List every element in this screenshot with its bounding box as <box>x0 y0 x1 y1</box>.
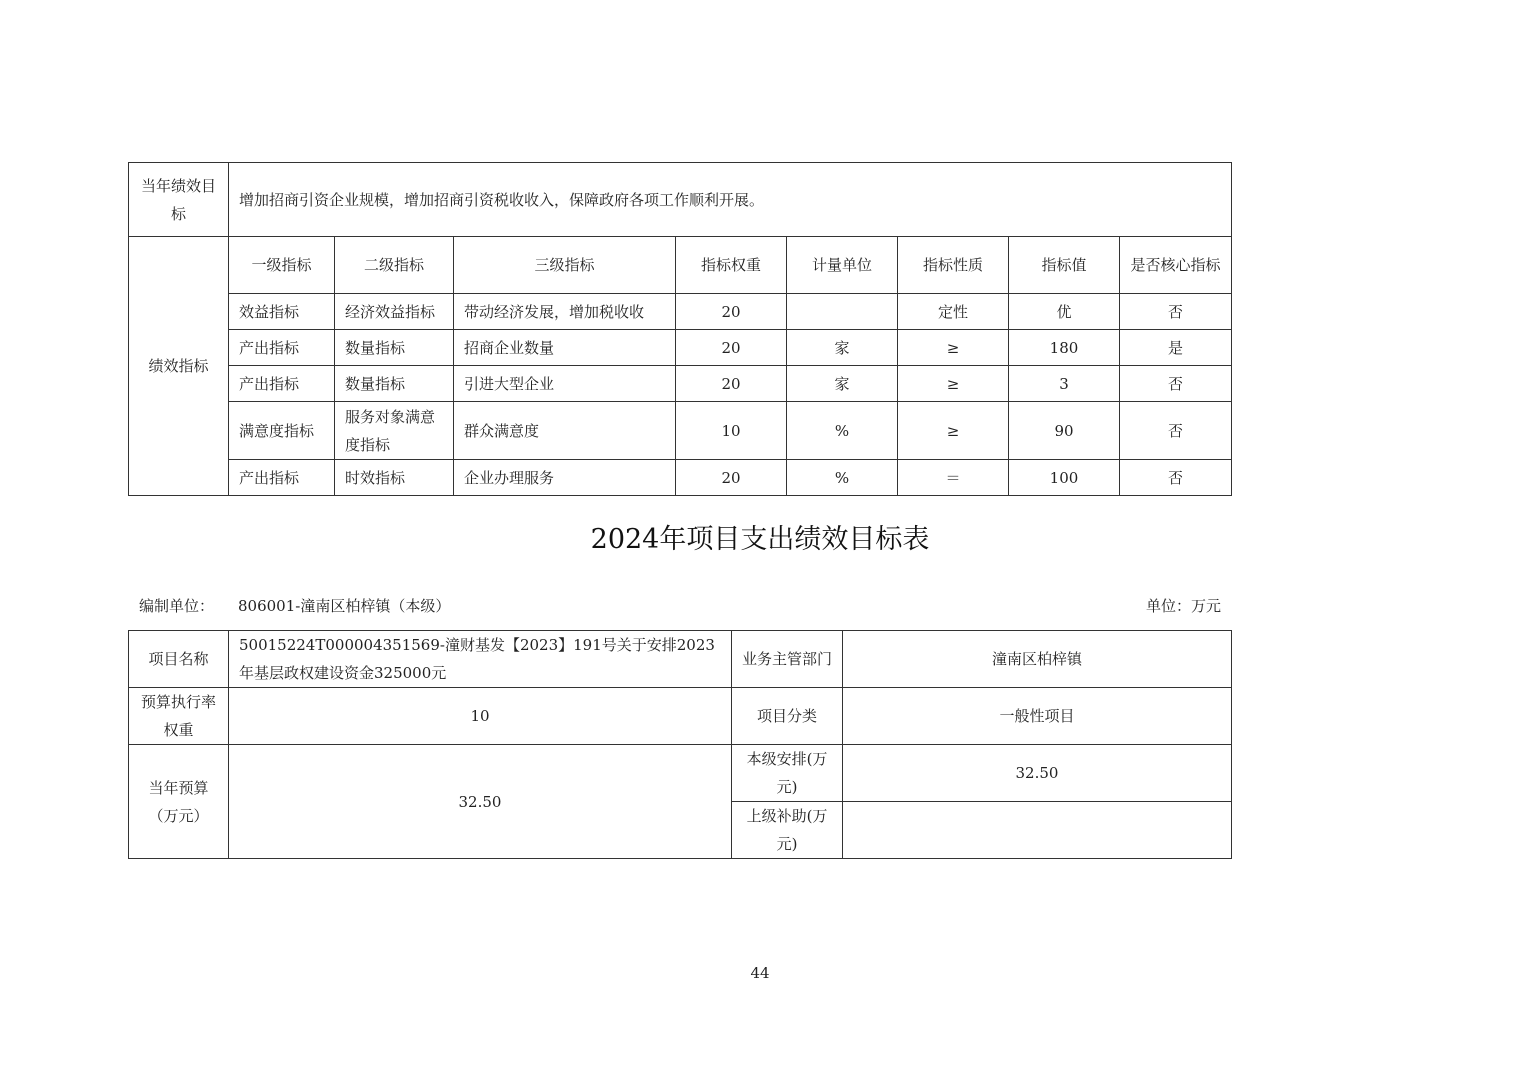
subsidy-value <box>843 802 1232 859</box>
budget-weight-label: 预算执行率权重 <box>129 688 229 745</box>
header-level2: 二级指标 <box>335 237 454 294</box>
cell-core: 否 <box>1120 294 1232 330</box>
cell-weight: 20 <box>676 294 787 330</box>
cell-unit: 家 <box>787 330 898 366</box>
dept-label: 业务主管部门 <box>732 631 843 688</box>
cell-level1: 效益指标 <box>229 294 335 330</box>
header-weight: 指标权重 <box>676 237 787 294</box>
unit-text: 单位：万元 <box>1145 597 1221 615</box>
goal-text: 增加招商引资企业规模，增加招商引资税收收入，保障政府各项工作顺利开展。 <box>229 163 1232 237</box>
cell-value: 100 <box>1009 460 1120 496</box>
cell-nature: ≥ <box>898 330 1009 366</box>
cell-weight: 20 <box>676 366 787 402</box>
cell-nature: 定性 <box>898 294 1009 330</box>
subsidy-label: 上级补助(万元) <box>732 802 843 859</box>
cell-unit: % <box>787 460 898 496</box>
project-name-value: 50015224T000004351569-潼财基发【2023】191号关于安排2023年基层政权建设资金325000元 <box>229 631 732 688</box>
cell-value: 180 <box>1009 330 1120 366</box>
cell-level2: 经济效益指标 <box>335 294 454 330</box>
cell-value: 优 <box>1009 294 1120 330</box>
table-row <box>129 330 1232 366</box>
cell-weight: 10 <box>676 402 787 460</box>
cell-level3: 带动经济发展，增加税收收 <box>454 294 676 330</box>
cell-level3: 招商企业数量 <box>454 330 676 366</box>
table-row <box>129 294 1232 330</box>
cell-level1: 产出指标 <box>229 330 335 366</box>
budget-label: 当年预算（万元） <box>129 745 229 859</box>
header-level3: 三级指标 <box>454 237 676 294</box>
cell-level2: 时效指标 <box>335 460 454 496</box>
cell-level3: 企业办理服务 <box>454 460 676 496</box>
table-row <box>129 366 1232 402</box>
header-level1: 一级指标 <box>229 237 335 294</box>
cell-level3: 群众满意度 <box>454 402 676 460</box>
performance-indicator-table <box>128 162 1232 496</box>
cell-unit <box>787 294 898 330</box>
dept-value: 潼南区柏梓镇 <box>843 631 1232 688</box>
cell-unit: 家 <box>787 366 898 402</box>
project-name-label: 项目名称 <box>129 631 229 688</box>
table-row <box>129 402 1232 460</box>
cell-level2: 数量指标 <box>335 366 454 402</box>
indicator-label: 绩效指标 <box>129 237 229 496</box>
category-value: 一般性项目 <box>843 688 1232 745</box>
cell-value: 90 <box>1009 402 1120 460</box>
cell-level2: 服务对象满意度指标 <box>335 402 454 460</box>
cell-value: 3 <box>1009 366 1120 402</box>
cell-core: 否 <box>1120 460 1232 496</box>
cell-level2: 数量指标 <box>335 330 454 366</box>
local-label: 本级安排(万元) <box>732 745 843 802</box>
cell-nature: ＝ <box>898 460 1009 496</box>
header-nature: 指标性质 <box>898 237 1009 294</box>
budget-weight-value: 10 <box>229 688 732 745</box>
org-label: 编制单位： <box>139 597 215 615</box>
goal-label: 当年绩效目标 <box>129 163 229 237</box>
page-title: 2024年项目支出绩效目标表 <box>590 524 930 555</box>
header-unit: 计量单位 <box>787 237 898 294</box>
local-value: 32.50 <box>843 745 1232 802</box>
cell-weight: 20 <box>676 460 787 496</box>
cell-nature: ≥ <box>898 366 1009 402</box>
project-info-table <box>128 630 1232 859</box>
cell-nature: ≥ <box>898 402 1009 460</box>
cell-core: 是 <box>1120 330 1232 366</box>
cell-level1: 产出指标 <box>229 366 335 402</box>
header-core: 是否核心指标 <box>1120 237 1232 294</box>
cell-level1: 产出指标 <box>229 460 335 496</box>
table-row <box>129 460 1232 496</box>
header-value: 指标值 <box>1009 237 1120 294</box>
page-number: 44 <box>750 964 770 982</box>
cell-unit: % <box>787 402 898 460</box>
budget-value: 32.50 <box>229 745 732 859</box>
cell-weight: 20 <box>676 330 787 366</box>
cell-level3: 引进大型企业 <box>454 366 676 402</box>
cell-core: 否 <box>1120 366 1232 402</box>
cell-level1: 满意度指标 <box>229 402 335 460</box>
category-label: 项目分类 <box>732 688 843 745</box>
cell-core: 否 <box>1120 402 1232 460</box>
org-value: 806001-潼南区柏梓镇（本级） <box>238 597 451 615</box>
